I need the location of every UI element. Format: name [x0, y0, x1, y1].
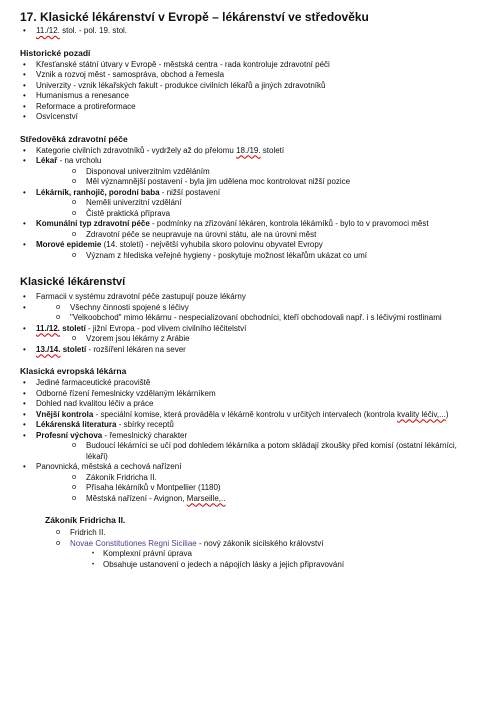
evropska-list: [20, 378, 472, 504]
stredoveka-list: [20, 146, 472, 262]
list-item: • Vnější kontrola - speciální komise, která prováděla v lékárně kontrolu v určitých intervalech (kontrola kvality léčiv,...): [20, 410, 472, 421]
sublist: [36, 473, 472, 505]
list-item: • Lékárník, ranhojič, porodní baba - nižší postavení o Neměli univerzitní vzdělání o Čistě praktická příprava: [20, 188, 472, 220]
list-item: o Význam z hlediska veřejné hygieny - poskytuje možnost lékařům ukázat co umí: [36, 251, 472, 262]
list-item-nobullet: [20, 303, 472, 324]
sublist: [36, 230, 472, 241]
list-item: o Městská nařízení - Avignon, Marseille,..: [36, 494, 472, 505]
list-item: • Jediné farmaceutické pracoviště: [20, 378, 472, 389]
list-item: o • Všechny činnosti spojené s léčivy: [20, 303, 472, 314]
section-heading-historicke-pozadi: Historické pozadí: [20, 47, 91, 58]
list-item: • Dohled nad kvalitou léčiv a práce: [20, 399, 472, 410]
list-item: o Budoucí lékárníci se učí pod dohledem lékárníka a potom skládají zkoušky před komisí (ostatní lékárníci, lékaři): [36, 441, 472, 462]
sublist: [36, 334, 472, 345]
sublist: [36, 198, 472, 219]
list-item: • Humanismus a renesance: [20, 91, 472, 102]
intro-list: [20, 26, 472, 37]
list-item: • Lékárenská literatura - sbírky receptů: [20, 420, 472, 431]
list-item: • Křesťanské státní útvary v Evropě - městská centra - rada kontroluje zdravotní péči: [20, 60, 472, 71]
zakonik-list: [20, 528, 472, 570]
list-item: o Zdravotní péče se neupravuje na úrovni státu, ale na úrovni měst: [36, 230, 472, 241]
list-item: • Odborné řízení řemeslnicky vzdělaným lékárníkem: [20, 389, 472, 400]
list-item: • Osvícenství: [20, 112, 472, 123]
list-item: • Komplexní právní úprava: [20, 549, 472, 560]
list-item: o Fridrich II.: [20, 528, 472, 539]
list-item: • Farmacii v systému zdravotní péče zastupují pouze lékárny: [20, 292, 472, 303]
list-item: • Profesní výchova - řemeslnický charakter o Budoucí lékárníci se učí pod dohledem lékárníka a potom skládají zkoušky před komisí (ostatní lékárníci, lékaři): [20, 431, 472, 463]
list-item: • Morové epidemie (14. století) - největší vyhubila skoro polovinu obyvatel Evropy o Význam z hlediska veřejné hygieny - poskytuje možnost lékařům ukázat co umí: [20, 240, 472, 261]
list-item: o "Velkoobchod" mimo lékárnu - nespecializovaní obchodníci, kteří obchodovali např. i s léčivými rostlinami: [20, 313, 472, 324]
list-item: o Přísaha lékárníků v Montpellier (1180): [36, 483, 472, 494]
sublist: [36, 251, 472, 262]
list-item: o Vzorem jsou lékárny z Arábie: [36, 334, 472, 345]
list-item: • Reformace a protireformace: [20, 102, 472, 113]
section-heading-klasicke-lekarenstvi: Klasické lékárenství: [20, 276, 126, 288]
page-title: 17. Klasické lékárenství v Evropě – lékárenství ve středověku: [20, 10, 369, 24]
section-heading-stredoveka-pece: Středověká zdravotní péče: [20, 133, 128, 144]
list-item: o Zákoník Fridricha II.: [36, 473, 472, 484]
list-item: • Lékař - na vrcholu o Disponoval univerzitním vzděláním o Měl významnější postavení - byla jim udělena moc kontrolovat nižší pozice: [20, 156, 472, 188]
list-item: • Komunální typ zdravotní péče - podmínky na zřizování lékáren, kontrola lékárníků - bylo to v pravomoci měst o Zdravotní péče se neupravuje na úrovni státu, ale na úrovni měst: [20, 219, 472, 240]
list-item: o Disponoval univerzitním vzděláním: [36, 167, 472, 178]
sublist: [20, 303, 472, 324]
list-item: • Panovnická, městská a cechová nařízení o Zákoník Fridricha II. o Přísaha lékárníků v Montpellier (1180) o Městská nařízení - Avignon, Marseille,..: [20, 462, 472, 504]
list-item: • 11./12. století - jižní Evropa - pod vlivem civilního léčitelství o Vzorem jsou lékárny z Arábie: [20, 324, 472, 345]
sublist: [20, 549, 472, 570]
list-item: • Univerzity - vznik lékařských fakult - produkce civilních lékařů a jiných zdravotníků: [20, 81, 472, 92]
section-heading-zakonik: Zákoník Fridricha II.: [45, 515, 126, 525]
list-item: • Obsahuje ustanovení o jedech a nápojích lásky a jejich připravování: [20, 560, 472, 571]
list-item: o Neměli univerzitní vzdělání: [36, 198, 472, 209]
sublist: [36, 167, 472, 188]
section-heading-klasicka-evropska-lekarna: Klasická evropská lékárna: [20, 366, 127, 376]
list-item: • Kategorie civilních zdravotníků - vydržely až do přelomu 18./19. století: [20, 146, 472, 157]
list-item: • Vznik a rozvoj měst - samospráva, obchod a řemesla: [20, 70, 472, 81]
list-item: o Novae Constitutiones Regni Siciliae - nový zákoník sicilského království • Komplexní právní úprava • Obsahuje ustanovení o jedech a nápojích lásky a jejich připravování: [20, 539, 472, 571]
list-item: o Čistě praktická příprava: [36, 209, 472, 220]
klasicke-list: [20, 292, 472, 355]
list-item: • 13./14. století - rozšíření lékáren na sever: [20, 345, 472, 356]
historicke-list: [20, 60, 472, 123]
sublist: [36, 441, 472, 462]
list-item: • 11./12. stol. - pol. 19. stol.: [20, 26, 472, 37]
list-item: o Měl významnější postavení - byla jim udělena moc kontrolovat nižší pozice: [36, 177, 472, 188]
